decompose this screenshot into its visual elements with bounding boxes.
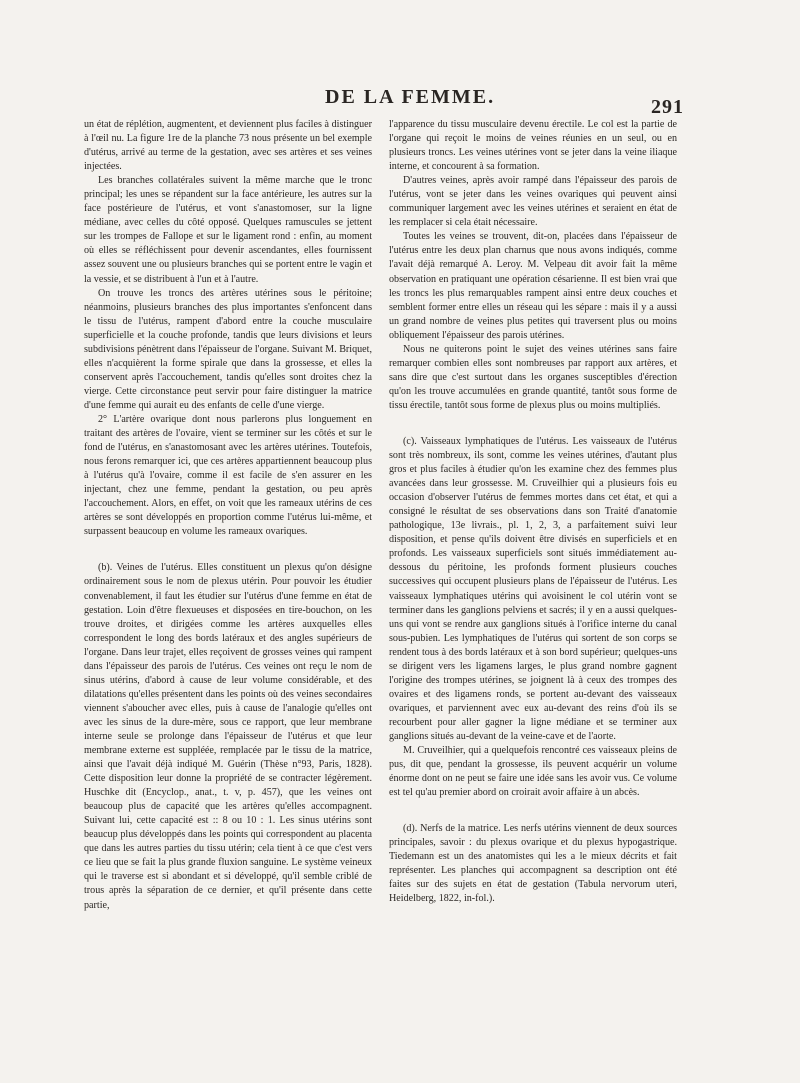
left-column	[84, 118, 372, 913]
section-paragraph: (d). Nerfs de la matrice. Les nerfs utérins viennent de deux sources principales, savoir : du plexus ovarique et du plexus hypogastrique. Tiedemann est un des anatomistes qui les a le mieux décrits et fait représenter. Les planches qui accompagnent sa description ont été faites sur des sujets en état de gestation (Tabula nervorum uteri, Heidelberg, 1822, in-fol.).	[389, 823, 677, 905]
right-column	[389, 118, 677, 906]
section-paragraph: (b). Veines de l'utérus. Elles constituent un plexus qu'on désigne ordinairement sous le nom de plexus utérin. Pour pouvoir les étudier convenablement, il faut les étudier sur l'utérus d'une femme en état de gestation. Loin d'être flexueuses et disposées en tire-bouchon, on les trouve droites, et dirigées comme les artères auxquelles elles correspondent le long des bords latéraux et des angles supérieurs de l'organe. Dans leur trajet, elles reçoivent de grosses veines qui rampent dans l'épaisseur des parois de l'utérus. Ces veines ont reçu le nom de sinus utérins, d'abord à cause de leur volume considérable, et des dilatations qu'elles présentent dans les points où des veines secondaires viennent s'aboucher avec elles, puis à cause de l'analogie qu'elles ont avec les sinus de la dure-mère, sous ce rapport, que leur membrane interne seule se prolonge dans l'épaisseur de l'utérus et que leur membrane externe est suppléée, remplacée par le tissu de la matrice, ainsi que l'avait déjà indiqué M. Guérin (Thèse n°93, Paris, 1828). Cette disposition leur donne la propriété de se contracter légèrement. Huschke dit (Encyclop., anat., t. v, p. 457), que les veines ont beaucoup plus de capacité que les artères qu'elles accompagnent. Suivant lui, cette capacité est :: 8 ou 10 : 1. Les sinus utérins sont beaucup plus développés dans les points qui correspondent au placenta que dans les autres parties du tissu utérin; cela tient à ce que c'est vers ce lieu que se fait la plus grande fluxion sanguine. Le système veineux qui le traverse est si abondant et si développé, qu'il semble criblé de trous après la séparation de ce dernier, et qu'il présente dans cette partie,	[84, 562, 372, 911]
page-number: 291	[651, 96, 684, 118]
paragraph: 2° L'artère ovarique dont nous parlerons plus longuement en traitant des artères de l'ovaire, vient se terminer sur les côtés et sur le fond de l'utérus, en s'anastomosant avec les artères utérines. Toutefois, nous ferons remarquer ici, que ces artères appartiennent beaucoup plus à l'utérus qu'à l'ovaire, comme il est facile de s'en assurer en les injectant, chez une femme, pendant la gestation, ou peu après l'accouchement. Alors, en effet, on voit que les rameaux utérins de ces artères se sont développés en proportion comme l'utérus lui-même, et surpassent beaucoup en volume les rameaux ovariques.	[84, 413, 372, 538]
paragraph: Les branches collatérales suivent la même marche que le tronc principal; les unes se répandent sur la face antérieure, les autres sur la face postérieure de l'utérus, et vont s'anastomoser, sur la ligne médiane, avec celles du côté opposé. Quelques ramuscules se jettent sur les trompes de Fallope et sur le ligament rond : enfin, au moment où elles se réfléchissent pour devenir ascendantes, elles fournissent assez souvent une ou plusieurs branches qui se portent entre le vagin et la vessie, et se distribuent à l'un et à l'autre.	[84, 175, 372, 285]
paragraph: M. Cruveilhier, qui a quelquefois rencontré ces vaisseaux pleins de pus, dit que, pendant la grossesse, ils peuvent acquérir un volume énorme dont on ne peut se faire une idée sans les avoir vus. Ce volume est tel qu'au premier abord on croirait avoir affaire à un abcès.	[389, 745, 677, 799]
paragraph: Toutes les veines se trouvent, dit-on, placées dans l'épaisseur de l'utérus entre les deux plan charnus que nous avons indiqués, comme l'avait déjà remarqué A. Leroy. M. Velpeau dit avoir fait la même observation en pratiquant une opération césarienne. Il est bien vrai que les troncs les plus remarquables rampent ainsi entre deux couches et semblent former entre elles un réseau qui les sépare : mais il y a aussi un grand nombre de veines plus petites qui traversent plus ou moins obliquement l'épaisseur des parois utérines.	[389, 231, 677, 341]
paragraph: D'autres veines, après avoir rampé dans l'épaisseur des parois de l'utérus, vont se jeter dans les veines ovariques qui peuvent ainsi communiquer largement avec les veines utérines et seraient en état de les remplacer si cela était nécessaire.	[389, 175, 677, 229]
paragraph: un état de réplétion, augmentent, et deviennent plus faciles à distinguer à l'œil nu. La figure 1re de la planche 73 nous présente un bel exemple d'utérus, arrivé au terme de la gestation, avec ses artères et ses veines injectées.	[84, 119, 372, 173]
running-title: DE LA FEMME.	[325, 86, 496, 108]
paragraph: Nous ne quiterons point le sujet des veines utérines sans faire remarquer combien elles sont nombreuses par rapport aux artères, et sans dire que c'est surtout dans les organes susceptibles d'érection qu'on les trouve accumulées en grande quantité, tantôt sous forme de tissu érectile, tantôt sous forme de plexus plus ou moins multipliés.	[389, 343, 677, 411]
section-paragraph: (c). Vaisseaux lymphatiques de l'utérus. Les vaisseaux de l'utérus sont très nombreux, ils sont, comme les veines utérines, d'autant plus gros et plus faciles à étudier qu'on les examine chez des femmes plus avancées dans leur grossesse. M. Cruveilhier qui a plusieurs fois eu occasion d'observer l'utérus de femmes mortes dans cet état, et qui a consigné le résultat de ses observations dans son Traité d'anatomie pathologique, 13e livrais., pl. 1, 2, 3, a parfaitement suivi leur disposition, et pense qu'ils doivent être divisés en superficiels et en profonds. Les vaisseaux superficiels sont situés immédiatement au-dessous du péritoine, les profonds forment plusieurs couches successives qui occupent plusieurs plans de l'épaisseur de l'utérus. Les vaisseaux lymphatiques utérins qui avoisinent le col utérin vont se terminer dans les ganglions pelviens et sacrés; il y en a aussi quelques-uns qui vont se rendre aux ganglions situés à l'orifice interne du canal sous-pubien. Les lymphatiques de l'utérus qui sortent de son corps se rendent tous à des bords latéraux et à son bord supérieur; quelques-uns se dirigent vers les ligamens larges, le plus grand nombre gagnent l'origine des trompes utérines, se joignent là à ceux des trompes des ovaires et des ligamens ronds, se portent au-devant des vaisseaux ovariques, et parviennent avec eux au-devant des reins d'où ils se recourbent pour aller gagner la ligne médiane et se terminer aux ganglions situés au-devant de la veine-cave et de l'aorte.	[389, 435, 677, 742]
paragraph: l'apparence du tissu musculaire devenu érectile. Le col est la partie de l'organe qui reçoit le moins de veines réunies en un seul, ou en plusieurs troncs. Les veines utérines vont se jeter dans la veine iliaque interne, et concourent à sa formation.	[389, 119, 677, 173]
paragraph: On trouve les troncs des artères utérines sous le péritoine; néanmoins, plusieurs branches des plus importantes s'enfoncent dans le tissu de l'utérus, rampent d'abord entre la couche musculaire superficielle et la couche profonde, tandis que leurs divisions et leurs subdivisions pénètrent dans l'épaisseur de l'organe. Suivant M. Briquet, elles n'acquièrent la forme spirale que dans la grossesse, et elles la conservent après l'accouchement, tandis qu'elles sont droites chez la vierge. Cette circonstance peut servir pour faire distinguer la matrice d'une femme qui aurait eu des enfants de celle d'une vierge.	[84, 287, 372, 411]
